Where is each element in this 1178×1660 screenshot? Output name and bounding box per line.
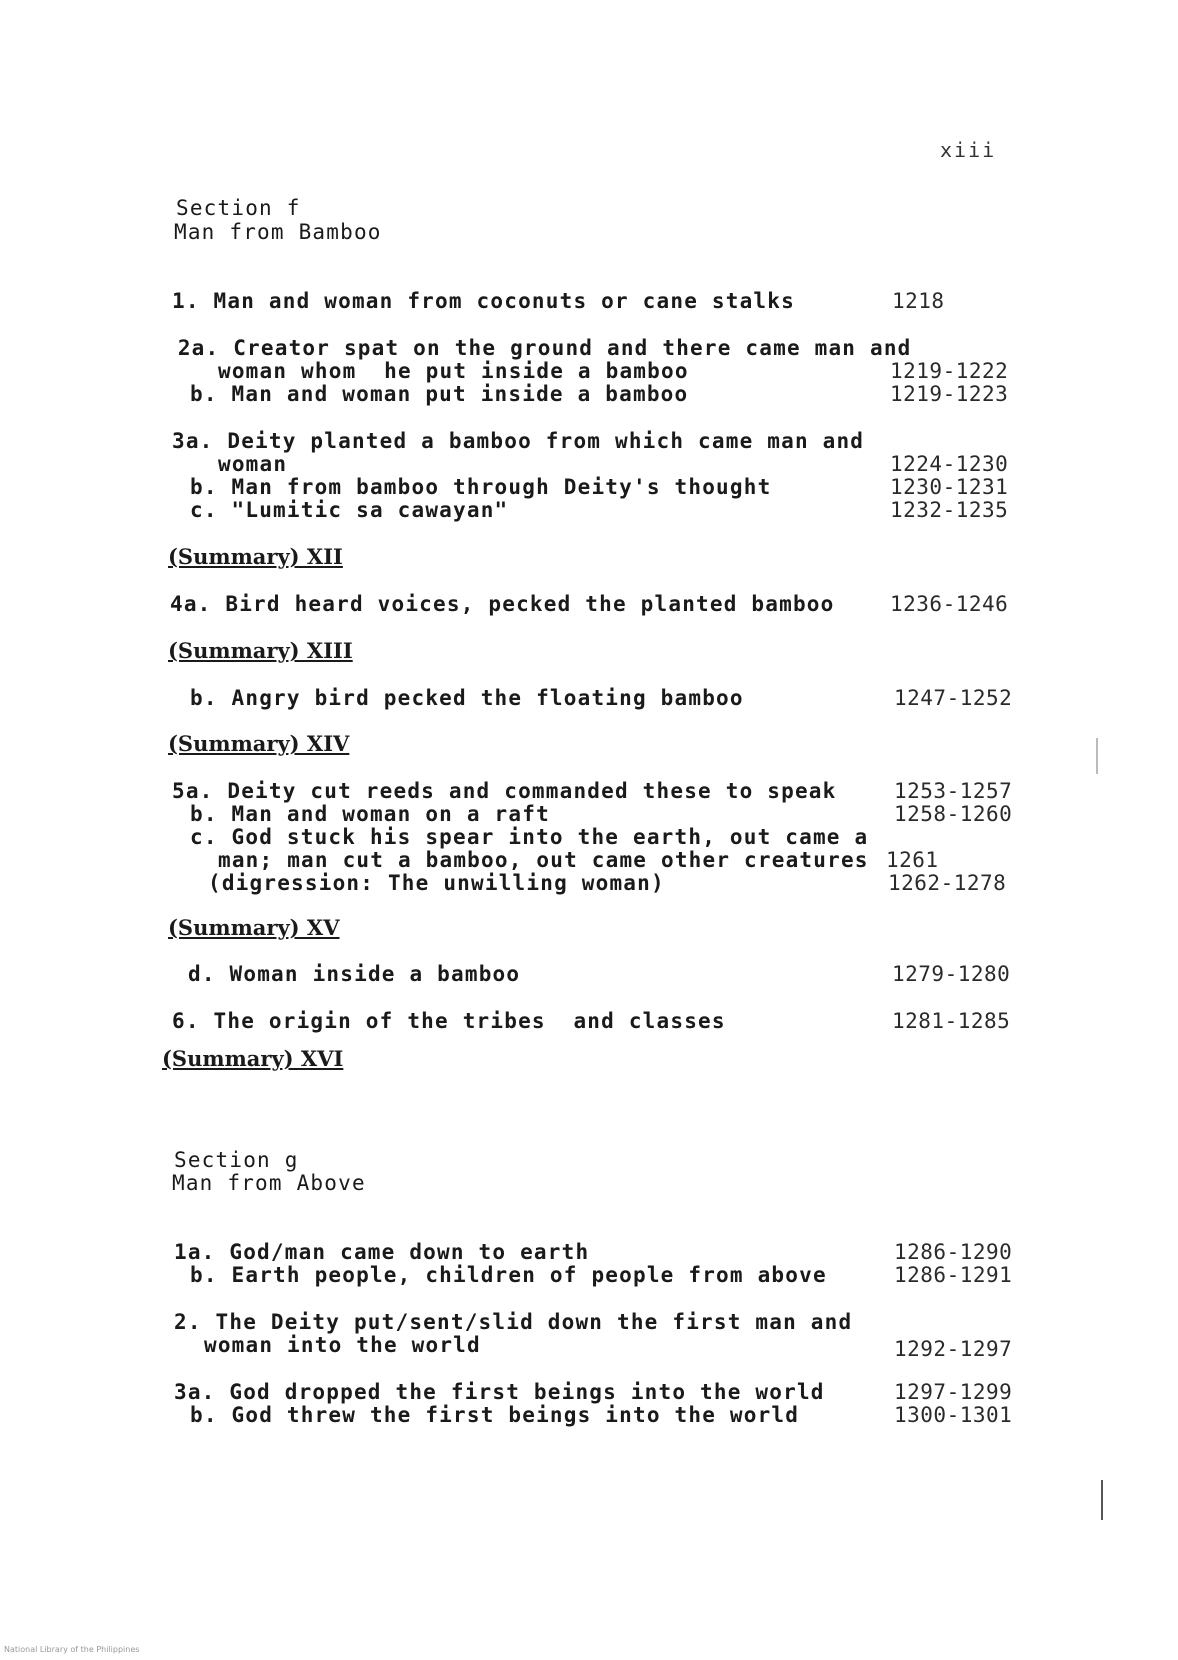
entry-f-3c: c. "Lumitic sa cawayan" <box>190 498 509 522</box>
entry-f-2b-ref: 1219-1223 <box>890 382 1009 406</box>
entry-f-3a-cont: woman <box>218 452 288 476</box>
entry-f-4b-ref: 1247-1252 <box>894 686 1013 710</box>
entry-f-5a-ref: 1253-1257 <box>894 779 1013 803</box>
scan-footer: National Library of the Philippines <box>4 1645 140 1654</box>
entry-f-2b: b. Man and woman put inside a bamboo <box>190 382 689 406</box>
entry-f-5c: c. God stuck his spear into the earth, out came a <box>190 825 869 849</box>
entry-f-5c-ref: 1261 <box>886 848 939 872</box>
summary-xii: (Summary) XII <box>168 544 343 569</box>
entry-g-1b: b. Earth people, children of people from above <box>190 1263 827 1287</box>
entry-f-2a: 2a. Creator spat on the ground and there came man and <box>164 336 912 360</box>
section-g-title: Man from Above <box>172 1171 366 1195</box>
entry-f-2a-ref: 1219-1222 <box>890 359 1009 383</box>
summary-xv: (Summary) XV <box>168 915 340 940</box>
entry-f-3b: b. Man from bamboo through Deity's thought <box>190 475 772 499</box>
section-g-heading: Section g <box>174 1148 299 1172</box>
entry-f-5d: d. Woman inside a bamboo <box>188 962 521 986</box>
entry-g-3b-ref: 1300-1301 <box>894 1403 1013 1427</box>
entry-f-5b: b. Man and woman on a raft <box>190 802 550 826</box>
entry-f-6: 6. The origin of the tribes and classes <box>172 1009 726 1033</box>
summary-xvi: (Summary) XVI <box>162 1046 344 1071</box>
entry-f-digression: (digression: The unwilling woman) <box>208 871 665 895</box>
page-number: xiii <box>940 138 997 162</box>
entry-f-3a-ref: 1224-1230 <box>890 452 1009 476</box>
entry-f-3b-ref: 1230-1231 <box>890 475 1009 499</box>
entry-f-5c-cont: man; man cut a bamboo, out came other creatures <box>218 848 869 872</box>
entry-f-5d-ref: 1279-1280 <box>892 962 1011 986</box>
entry-g-3b: b. God threw the first beings into the world <box>190 1403 800 1427</box>
entry-g-1a-ref: 1286-1290 <box>894 1240 1013 1264</box>
scan-margin-mark <box>1096 738 1098 774</box>
entry-f-1: 1. Man and woman from coconuts or cane stalks <box>172 289 795 313</box>
entry-f-3c-ref: 1232-1235 <box>890 498 1009 522</box>
entry-f-3a: 3a. Deity planted a bamboo from which came man and <box>172 429 865 453</box>
entry-g-3a: 3a. God dropped the first beings into the world <box>174 1380 825 1404</box>
entry-f-6-ref: 1281-1285 <box>892 1009 1011 1033</box>
scan-edge-mark <box>1101 1480 1103 1520</box>
entry-f-4a-ref: 1236-1246 <box>890 592 1009 616</box>
entry-g-2-ref: 1292-1297 <box>894 1337 1013 1361</box>
section-f-title: Man from Bamboo <box>174 220 382 244</box>
summary-xiv: (Summary) XIV <box>168 731 350 756</box>
entry-f-4a: 4a. Bird heard voices, pecked the planted bamboo <box>170 592 835 616</box>
entry-f-5a: 5a. Deity cut reeds and commanded these to speak <box>172 779 837 803</box>
section-f-heading: Section f <box>176 196 301 220</box>
entry-f-4b: b. Angry bird pecked the floating bamboo <box>190 686 744 710</box>
entry-f-digression-ref: 1262-1278 <box>888 871 1007 895</box>
entry-g-1a: 1a. God/man came down to earth <box>174 1240 590 1264</box>
entry-g-2-cont: woman into the world <box>204 1333 481 1357</box>
entry-f-5b-ref: 1258-1260 <box>894 802 1013 826</box>
entry-f-2a-cont: woman whom he put inside a bamboo <box>218 359 689 383</box>
summary-xiii: (Summary) XIII <box>168 638 353 663</box>
entry-g-1b-ref: 1286-1291 <box>894 1263 1013 1287</box>
entry-f-1-ref: 1218 <box>892 289 945 313</box>
entry-g-2: 2. The Deity put/sent/slid down the first man and <box>174 1310 853 1334</box>
entry-g-3a-ref: 1297-1299 <box>894 1380 1013 1404</box>
